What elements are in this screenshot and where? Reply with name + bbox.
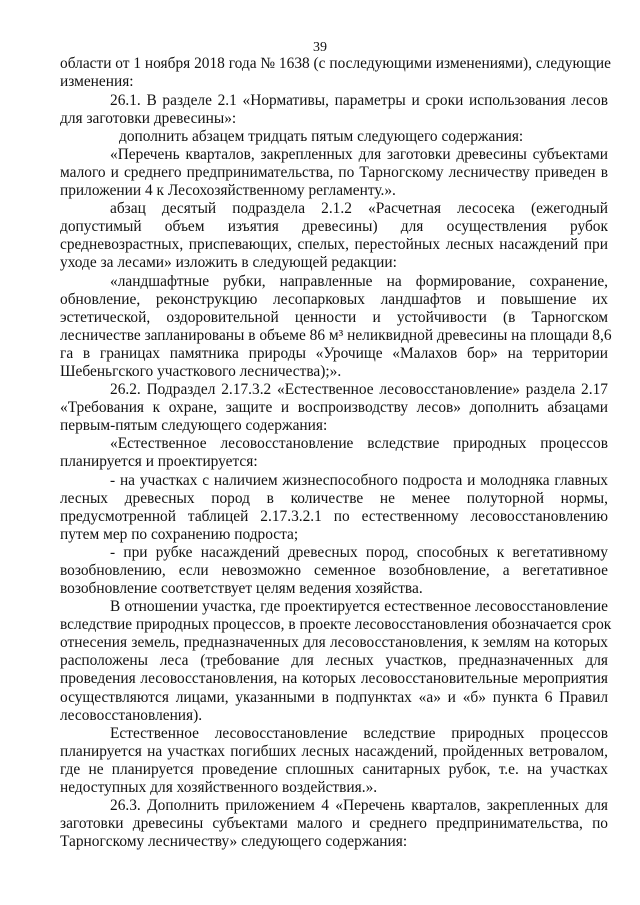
text-line: возобновление соответствует целям ведения хозяйства. [60,580,423,597]
text-line: Шебеньгского участкового лесничества);». [60,363,342,380]
text-line: планируется на участках погибших лесных насаждений, пройденных ветровалом, [60,743,608,760]
text-line: абзац десятый подраздела 2.1.2 «Расчетная лесосека (ежегодный [110,200,608,217]
text-line: Естественное лесовосстановление вследствие природных процессов [110,725,608,742]
text-line: «ландшафтные рубки, направленные на формирование, сохранение, [110,273,608,290]
text-line: лесничестве запланированы в объеме 86 м³ неликвидной древесины на площади 8,6 [60,327,612,344]
text-line: обновление, реконструкцию лесопарковых ландшафтов и повышение их [60,291,608,308]
text-line: 26.2. Подраздел 2.17.3.2 «Естественное лесовосстановление» раздела 2.17 [110,381,608,398]
text-line: где не планируется проведение сплошных санитарных рубок, т.е. на участках [60,761,608,778]
text-line: уходе за лесами» изложить в следующей редакции: [60,254,397,271]
text-line: «Естественное лесовосстановление вследствие природных процессов [110,435,608,452]
text-line: вследствие природных процессов, в проекте лесовосстановления обозначается срок [60,616,612,633]
text-line: - при рубке насаждений древесных пород, способных к вегетативному [110,544,608,561]
text-line: га в границах памятника природы «Урочище «Малахов бор» на территории [60,345,608,362]
text-line: отнесения земель, предназначенных для лесовосстановления, к землям на которых [60,634,608,651]
text-line: 26.3. Дополнить приложением 4 «Перечень кварталов, закрепленных для [110,797,608,814]
text-line: дополнить абзацем тридцать пятым следующего содержания: [119,128,524,145]
text-line: возобновлению, если невозможно семенное возобновление, а вегетативное [60,562,608,579]
text-line: приложении 4 к Лесохозяйственному регламенту.». [60,182,396,199]
text-line: области от 1 ноября 2018 года № 1638 (с последующими изменениями), следующие [60,55,611,72]
text-line: путем мер по сохранению подроста; [60,526,299,543]
text-line: осуществляются лицами, указанными в подпунктах «а» и «б» пункта 6 Правил [60,689,608,706]
text-line: В отношении участка, где проектируется естественное лесовосстановление [110,598,608,615]
text-line: эстетической, оздоровительной ценности и устойчивости (в Тарногском [60,309,608,326]
text-line: предусмотренной таблицей 2.17.3.2.1 по естественному лесовосстановлению [60,508,608,525]
text-line: планируется и проектируется: [60,453,258,470]
text-line: допустимый объем изъятия древесины) для осуществления рубок [60,218,608,235]
page-number: 39 [313,40,327,55]
text-line: изменения: [60,73,134,90]
text-line: расположены леса (требование для лесных участков, предназначенных для [60,652,608,669]
text-line: заготовки древесины субъектами малого и среднего предпринимательства, по [60,815,608,832]
text-line: Тарногскому лесничеству» следующего содержания: [60,833,408,850]
text-line: «Требования к охране, защите и воспроизводству лесов» дополнить абзацами [60,399,608,416]
text-line: первым-пятым следующего содержания: [60,417,328,434]
text-line: - на участках с наличием жизнеспособного подроста и молодняка главных [110,472,608,489]
text-line: «Перечень кварталов, закрепленных для заготовки древесины субъектами [110,146,608,163]
text-line: лесовосстановления). [60,707,203,724]
text-line: для заготовки древесины»: [60,110,237,127]
text-line: лесных древесных пород в количестве не менее полуторной нормы, [60,490,608,507]
text-line: недоступных для хозяйственного воздействия.». [60,779,378,796]
text-line: проведения лесовосстановления, на которых лесовосстановительные мероприятия [60,670,608,687]
text-line: малого и среднего предпринимательства, по Тарногскому лесничеству приведен в [60,164,608,181]
text-line: 26.1. В разделе 2.1 «Нормативы, параметры и сроки использования лесов [110,92,608,109]
text-line: средневозрастных, приспевающих, спелых, перестойных лесных насаждений при [60,236,608,253]
